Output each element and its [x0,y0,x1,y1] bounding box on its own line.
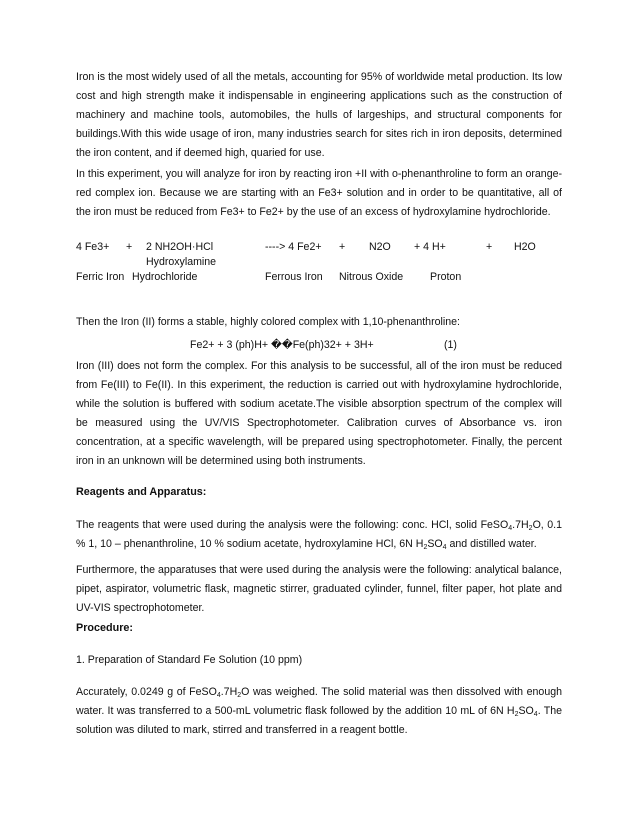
iron3-paragraph: Iron (III) does not form the complex. For this analysis to be successful, all of the iron must be reduced from Fe(III) to Fe(II). In this experiment, the reduction is carried out with hydroxylamine hydrochloride, while the solution is buffered with sodium acetate.The visible absorption spectrum of the complex will be measured using the UV/VIS Spectrophotometer. Calibration curves of Absorbance vs. iron concentration, at a specific wavelength, will be prepared using spectrophotometer. Finally, the percent iron in an unknown will be determined using both instruments. [76,360,562,467]
prep-title: 1. Preparation of Standard Fe Solution (10 ppm) [76,654,303,666]
equation-1: Fe2+ + 3 (ph)H+ ��Fe(ph)32+ + 3H+ [190,339,374,351]
reagents-paragraph: The reagents that were used during the analysis were the following: conc. HCl, solid $FeSO_4.7H_2O$, 0.1 % 1, 10 – phenanthroline, 10 % sodium acetate, hydroxylamine HCl, 6N $H_2SO_4$ and distilled water. [76,519,563,551]
plus-sign: + [486,241,493,253]
product-n2o: N2O [369,241,391,253]
plus-sign: + [339,241,346,253]
apparatus-paragraph: Furthermore, the apparatuses that were used during the analysis were the following: analytical balance, pipet, aspirator, volumetric flask, magnetic stirrer, graduated cylinder, funnel, filter paper, hot plate and UV-VIS spectrophotometer. [76,564,562,614]
complex-intro-paragraph: Then the Iron (II) forms a stable, highly colored complex with 1,10-phenanthroline: [76,316,460,328]
experiment-paragraph: In this experiment, you will analyze for iron by reacting iron +II with o-phenanthroline to form an orange-red complex ion. Because we are starting with an Fe3+ solution and in order to be quantitative, all of the iron must be reduced from Fe3+ to Fe2+ by the use of an excess of hydroxylamine hydrochloride. [76,168,562,218]
label-proton: Proton [430,271,462,283]
plus-sign: + [126,241,133,253]
product-h2o: H2O [514,241,536,253]
label-nitrous-oxide: Nitrous Oxide [339,271,404,283]
label-ferrous-iron: Ferrous Iron [265,271,323,283]
prep-paragraph: Accurately, 0.0249 g of $FeSO_4.7H_2O$ was weighed. The solid material was then dissolved with enough water. It was transferred to a 500-mL volumetric flask followed by the addition 10 mL of 6N $H_2SO_4$. The solution was diluted to mark, stirred and transferred in a reagent bottle. [76,686,562,736]
intro-paragraph: Iron is the most widely used of all the metals, accounting for 95% of worldwide metal production. Its low cost and high strength make it indispensable in engineering applications such as the construction of machinery and machine tools, automobiles, the hulls of largeships, and structural components for buildings.With this wide usage of iron, many industries search for sites rich in iron deposits, determined the iron content, and if deemed high, quaried for use. [76,71,562,159]
label-hydrochloride: Hydrochloride [132,271,198,283]
reactant-fe3: 4 Fe3+ [76,241,110,253]
product-proton: + 4 H+ [414,241,446,253]
equation-number: (1) [444,339,457,351]
procedure-heading: Procedure: [76,622,133,634]
label-ferric-iron: Ferric Iron [76,271,125,283]
reactant-hydroxylamine: 2 NH2OH·HCl [146,241,214,253]
reagents-heading: Reagents and Apparatus: [76,486,207,498]
reaction-arrow-product: ----> 4 Fe2+ [265,241,322,253]
reactant-hydroxylamine-line2: Hydroxylamine [146,256,217,268]
